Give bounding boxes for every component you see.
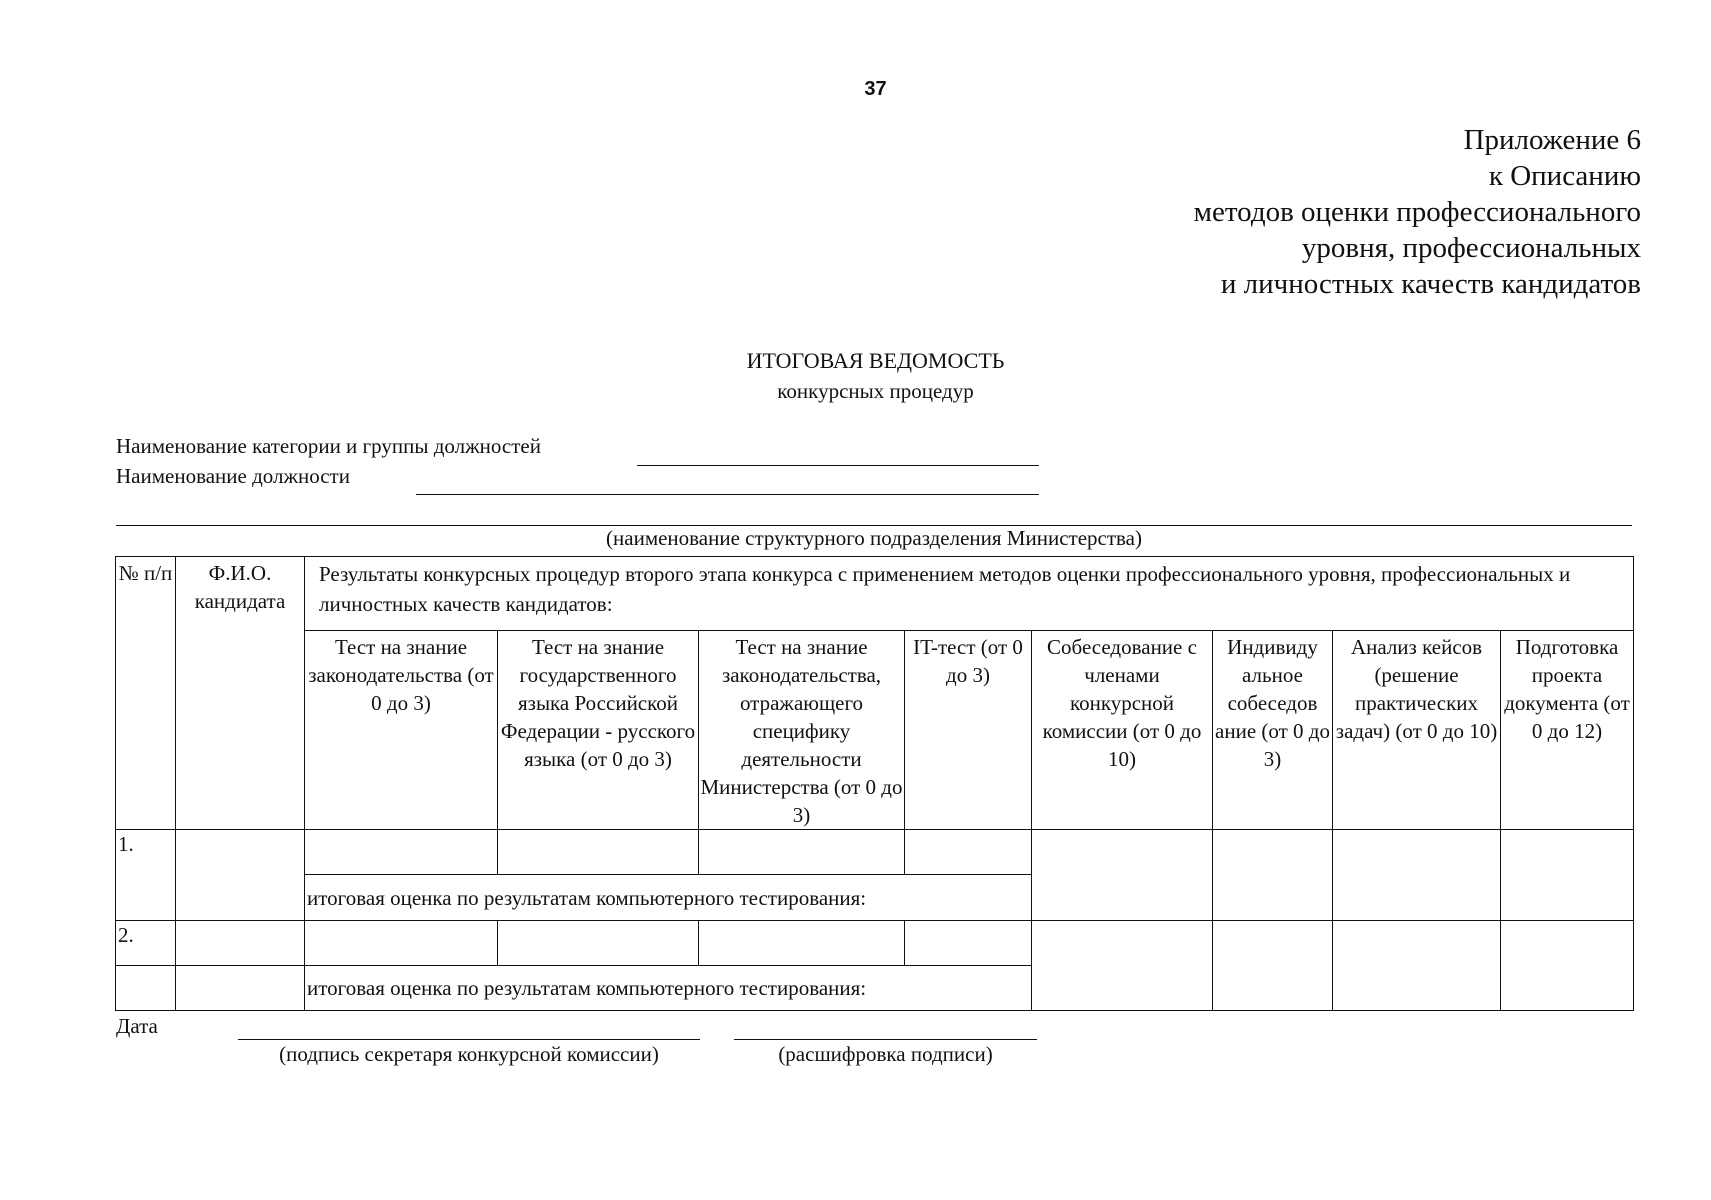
results-table <box>115 556 1634 1011</box>
header-law-test: Тест на знание законодательства (от 0 до 3) <box>305 631 498 830</box>
table-row <box>116 921 1634 966</box>
header-russian-test: Тест на знание государственного языка Российской Федерации - русского языка (от 0 до 3) <box>498 631 699 830</box>
score-cell[interactable] <box>699 921 905 966</box>
header-individual-interview: Индивиду альное собеседов ание (от 0 до 3) <box>1213 631 1333 830</box>
score-cell[interactable] <box>1501 830 1634 921</box>
header-num: № п/п <box>116 557 176 830</box>
category-line <box>637 465 1039 466</box>
position-line <box>416 494 1039 495</box>
score-cell[interactable] <box>1333 921 1501 1011</box>
appendix-line-1: Приложение 6 <box>1463 124 1641 156</box>
appendix-line-3: методов оценки профессионального <box>1193 196 1641 228</box>
summary-label: итоговая оценка по результатам компьютерного тестирования: <box>305 966 1032 1011</box>
appendix-line-4: уровня, профессиональных <box>1301 232 1641 264</box>
header-commission-interview: Собеседование с членами конкурсной комиссии (от 0 до 10) <box>1032 631 1213 830</box>
header-fio: Ф.И.О. кандидата <box>176 557 305 830</box>
title-sub: конкурсных процедур <box>777 379 974 403</box>
fio-cell[interactable] <box>176 921 305 966</box>
signature-caption: (подпись секретаря конкурсной комиссии) <box>279 1042 659 1066</box>
appendix-line-2: к Описанию <box>1488 160 1641 192</box>
decode-caption: (расшифровка подписи) <box>778 1042 993 1066</box>
document-title <box>0 346 1711 406</box>
header-it-test: IT-тест (от 0 до 3) <box>905 631 1032 830</box>
score-cell[interactable] <box>1333 830 1501 921</box>
score-cell[interactable] <box>1032 921 1213 1011</box>
score-cell[interactable] <box>1501 921 1634 1011</box>
header-case-analysis: Анализ кейсов (решение практических задач) (от 0 до 10) <box>1333 631 1501 830</box>
score-cell[interactable] <box>1032 830 1213 921</box>
decode-line <box>734 1039 1037 1040</box>
date-label: Дата <box>116 1014 158 1038</box>
score-cell[interactable] <box>1213 830 1333 921</box>
header-ministry-law-test: Тест на знание законодательства, отражающего специфику деятельности Министерства (от 0 до 3) <box>699 631 905 830</box>
score-cell[interactable] <box>305 921 498 966</box>
page-number: 37 <box>864 78 887 100</box>
score-cell[interactable] <box>498 830 699 875</box>
appendix-reference <box>1194 122 1641 302</box>
category-label: Наименование категории и группы должностей <box>116 434 541 458</box>
score-cell[interactable] <box>699 830 905 875</box>
score-cell[interactable] <box>905 921 1032 966</box>
table-row <box>116 830 1634 875</box>
row-number: 1. <box>116 830 176 921</box>
score-cell[interactable] <box>498 921 699 966</box>
header-results: Результаты конкурсных процедур второго этапа конкурса с применением методов оценки профессионального уровня, профессиональных и личностных качеств кандидатов: <box>305 557 1634 631</box>
score-cell[interactable] <box>305 830 498 875</box>
summary-label: итоговая оценка по результатам компьютерного тестирования: <box>305 875 1032 921</box>
empty-fio-cell <box>176 966 305 1011</box>
fio-cell[interactable] <box>176 830 305 921</box>
header-document-project: Подготовка проекта документа (от 0 до 12) <box>1501 631 1634 830</box>
empty-num-cell <box>116 966 176 1011</box>
department-caption: (наименование структурного подразделения Министерства) <box>606 526 1142 550</box>
position-label: Наименование должности <box>116 464 350 488</box>
score-cell[interactable] <box>905 830 1032 875</box>
title-main: ИТОГОВАЯ ВЕДОМОСТЬ <box>746 348 1005 373</box>
score-cell[interactable] <box>1213 921 1333 1011</box>
appendix-line-5: и личностных качеств кандидатов <box>1220 268 1641 300</box>
row-number: 2. <box>116 921 176 966</box>
signature-line <box>238 1039 700 1040</box>
